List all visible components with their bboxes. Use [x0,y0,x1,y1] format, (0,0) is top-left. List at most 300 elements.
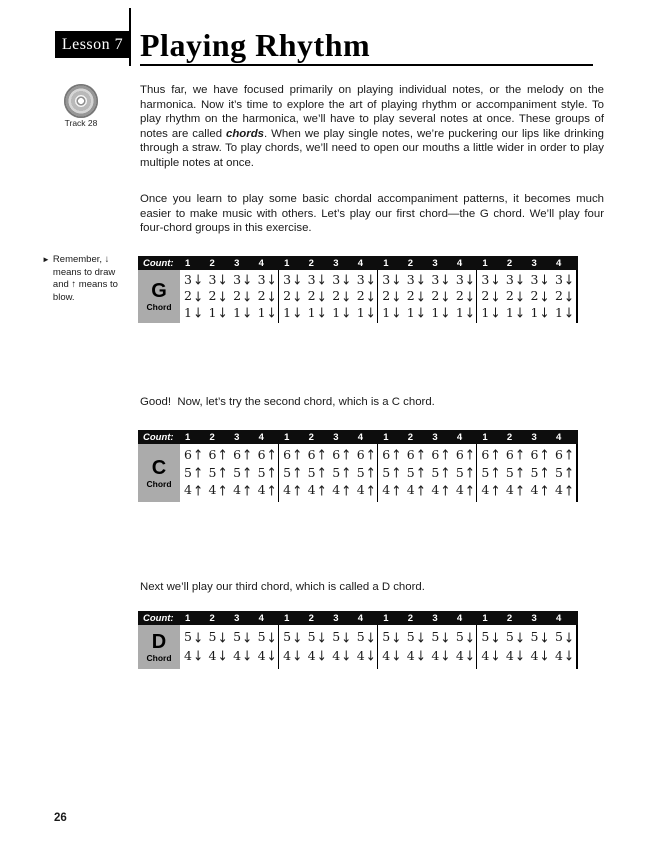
hole-number-with-arrow [555,484,574,497]
hole-number-with-arrow [530,650,549,663]
count-number: 2 [506,257,513,269]
hole-number: 3 [505,271,514,287]
count-header-row [138,256,578,270]
blow-up-arrow-icon: ↑ [192,464,204,482]
title-underline-rule [140,64,593,66]
hole-number-with-arrow [208,464,228,482]
hole-number-with-arrow [283,631,302,644]
draw-down-arrow-icon: ↓ [563,629,574,646]
hole-number-with-arrow [332,650,351,663]
intro-paragraph [140,83,604,171]
count-number: 2 [209,431,215,443]
blow-up-arrow-icon: ↑ [440,447,451,464]
hole-number-with-arrow [357,290,376,303]
draw-down-arrow-icon: ↓ [464,272,475,289]
hole-number-with-arrow [184,449,203,462]
hole-number: 2 [184,288,192,304]
draw-down-arrow-icon: ↓ [391,288,402,305]
blow-up-arrow-icon: ↑ [292,447,303,464]
hole-number: 3 [455,271,464,287]
hole-number: 2 [382,288,391,304]
hole-number-with-arrow [184,304,204,321]
draw-down-arrow-icon: ↓ [464,629,475,646]
hole-number: 5 [356,629,365,645]
chord-word: Chord [146,478,172,489]
draw-down-arrow-icon: ↓ [490,648,501,665]
count-number: 1 [383,431,389,443]
blow-up-arrow-icon: ↑ [490,464,501,482]
hole-number: 4 [554,648,563,664]
hole-number: 5 [382,464,391,480]
draw-down-arrow-icon: ↓ [341,288,352,305]
count-number: 3 [432,257,438,269]
hole-number-with-arrow [356,464,376,482]
cd-track-icon [64,84,98,118]
margin-note-text: Remember, ↓ means to draw and ↑ means to blow. [52,254,118,303]
blow-up-arrow-icon: ↑ [292,464,303,482]
hole-number: 4 [233,648,242,664]
hole-number: 4 [530,482,539,498]
chord-letter: G [151,280,167,302]
draw-down-arrow-icon: ↓ [563,648,574,665]
exercise-d-chord [138,611,578,669]
count-number: 2 [506,612,513,624]
blow-up-arrow-icon: ↑ [415,464,426,482]
beat-chord-cell [452,625,477,669]
hole-number-with-arrow [308,449,327,462]
hole-number: 4 [233,482,242,498]
c-chord-intro-line: Good! Now, let’s try the second chord, which is a C chord. [140,396,435,408]
hole-number-with-arrow [481,304,501,321]
hole-number-with-arrow [530,271,550,289]
hole-number: 4 [382,648,391,664]
hole-number-with-arrow [283,271,303,289]
hole-number-with-arrow [308,290,327,303]
blow-up-arrow-icon: ↑ [440,482,451,499]
hole-number-with-arrow [407,650,426,663]
hole-number: 5 [283,629,292,645]
hole-number: 6 [233,447,242,463]
hole-number: 3 [382,271,391,287]
hole-number: 3 [257,271,266,287]
hole-number-with-arrow [209,449,228,462]
beat-chord-cell [452,270,477,323]
count-header-row [138,430,578,444]
count-number: 1 [185,612,191,624]
hole-number-with-arrow [431,650,450,663]
blow-up-arrow-icon: ↑ [391,447,402,464]
hole-number: 1 [554,304,563,320]
hole-number: 4 [184,482,192,498]
blow-up-arrow-icon: ↑ [365,464,376,482]
hole-number: 5 [505,464,514,480]
count-number: 1 [482,431,488,443]
draw-down-arrow-icon: ↓ [391,304,402,321]
lesson-number-banner [55,31,130,58]
draw-down-arrow-icon: ↓ [266,629,277,646]
hole-number: 5 [382,629,391,645]
hole-number: 5 [481,629,490,645]
hole-number: 2 [283,288,292,304]
hole-number: 3 [356,271,365,287]
blow-up-arrow-icon: ↑ [341,447,352,464]
hole-number-with-arrow [406,464,426,482]
hole-number: 4 [530,648,539,664]
beat-chord-cell [279,625,304,669]
count-number: 1 [185,431,191,443]
draw-down-arrow-icon: ↓ [440,288,451,305]
beat-chord-cell [403,444,428,502]
track-label: Track 28 [64,118,98,128]
hole-number: 2 [332,288,341,304]
count-number: 3 [333,257,339,269]
beat-chord-cell [254,625,279,669]
hole-number-with-arrow [258,290,277,303]
count-number: 3 [531,257,537,269]
hole-number-with-arrow [554,271,574,289]
draw-down-arrow-icon: ↓ [316,304,327,321]
hole-number: 4 [283,648,292,664]
blow-up-arrow-icon: ↑ [341,464,352,482]
draw-down-arrow-icon: ↓ [464,288,475,305]
blow-up-arrow-icon: ↑ [539,482,550,499]
count-number: 2 [407,431,414,443]
hole-number-with-arrow [209,631,228,644]
beat-chord-cell [353,270,378,323]
hole-number: 6 [332,447,341,463]
count-number: 2 [506,431,513,443]
hole-number-with-arrow [307,464,327,482]
draw-down-arrow-icon: ↓ [440,648,451,665]
hole-number-with-arrow [233,304,253,321]
hole-number-with-arrow [382,464,402,482]
hole-number: 2 [356,288,365,304]
hole-number: 5 [554,464,563,480]
beat-chord-cell [254,444,279,502]
draw-down-arrow-icon: ↓ [365,288,376,305]
hole-number: 4 [554,482,563,498]
blow-up-arrow-icon: ↑ [316,464,327,482]
hole-number: 5 [530,464,539,480]
hole-number: 5 [233,629,242,645]
count-number: 2 [209,612,215,624]
final-barline [576,444,579,502]
hole-number-with-arrow [554,464,574,482]
chord-word: Chord [146,652,172,663]
draw-down-arrow-icon: ↓ [440,304,451,321]
hole-number: 5 [505,629,514,645]
hole-number: 2 [530,288,539,304]
intro-emphasis-chords: chords [226,127,264,140]
draw-down-arrow-icon: ↓ [415,272,426,289]
hole-number-with-arrow [481,650,500,663]
hole-number-with-arrow [308,650,327,663]
hole-number: 4 [307,648,316,664]
final-barline [576,625,579,669]
hole-number: 4 [332,482,341,498]
draw-down-arrow-icon: ↓ [242,272,253,289]
blow-up-arrow-icon: ↑ [242,447,253,464]
hole-number: 5 [431,629,440,645]
hole-number-with-arrow [456,449,475,462]
hole-number: 3 [208,271,217,287]
hole-number-with-arrow [382,271,402,289]
header-spacer [576,611,579,625]
beat-chord-cell [205,444,230,502]
hole-number: 4 [406,648,415,664]
hole-number: 4 [431,482,440,498]
draw-down-arrow-icon: ↓ [266,272,277,289]
hole-number-with-arrow [332,484,351,497]
draw-down-arrow-icon: ↓ [490,304,501,321]
beat-chord-cell [304,270,329,323]
blow-up-arrow-icon: ↑ [391,464,402,482]
hole-number: 5 [406,629,415,645]
beat-chord-cell [551,444,576,502]
blow-up-arrow-icon: ↑ [266,447,277,464]
hole-number: 5 [257,629,266,645]
hole-number-with-arrow [184,271,204,289]
blow-up-arrow-icon: ↑ [539,464,550,482]
page-title: Playing Rhythm [140,27,371,63]
draw-down-arrow-icon: ↓ [316,629,327,646]
beat-chord-cell [254,270,279,323]
draw-down-arrow-icon: ↓ [192,304,204,321]
beats [180,444,578,502]
hole-number: 3 [283,271,292,287]
hole-number: 5 [406,464,415,480]
hole-number: 4 [184,648,192,664]
hole-number-with-arrow [233,484,252,497]
draw-down-arrow-icon: ↓ [341,648,352,665]
hole-number: 1 [431,304,440,320]
hole-number-with-arrow [233,650,252,663]
hole-number-with-arrow [307,304,327,321]
hole-number-with-arrow [506,290,525,303]
blow-up-arrow-icon: ↑ [490,482,501,499]
hole-number-with-arrow [356,271,376,289]
draw-down-arrow-icon: ↓ [242,629,253,646]
count-cells [180,611,578,625]
hole-number-with-arrow [431,484,450,497]
blow-up-arrow-icon: ↑ [217,464,228,482]
hole-number: 4 [332,648,341,664]
blow-up-arrow-icon: ↑ [391,482,402,499]
hole-number-with-arrow [382,484,401,497]
exercise-body [138,625,578,669]
hole-number: 4 [307,482,316,498]
blow-up-arrow-icon: ↑ [341,482,352,499]
count-number: 3 [333,612,339,624]
beat-chord-cell [551,625,576,669]
hole-number: 1 [406,304,415,320]
hole-number-with-arrow [530,449,549,462]
hole-number-with-arrow [382,449,401,462]
beat-chord-cell [526,270,551,323]
draw-down-arrow-icon: ↓ [292,648,303,665]
blow-up-arrow-icon: ↑ [316,482,327,499]
beat-chord-cell [304,625,329,669]
hole-number-with-arrow [357,449,376,462]
beat-chord-cell [403,625,428,669]
lesson-label: Lesson 7 [61,35,124,53]
blow-up-arrow-icon: ↑ [514,482,525,499]
hole-number: 5 [455,629,464,645]
hole-number-with-arrow [406,304,426,321]
beat-chord-cell [229,444,254,502]
hole-number-with-arrow [283,290,302,303]
draw-down-arrow-icon: ↓ [464,648,475,665]
header-spacer [576,430,579,444]
beat-chord-cell [477,270,502,323]
beats [180,270,578,323]
hole-number: 3 [184,271,192,287]
hole-number-with-arrow [530,290,549,303]
draw-down-arrow-icon: ↓ [391,648,402,665]
hole-number: 5 [208,464,217,480]
hole-number: 6 [184,447,192,463]
hole-number: 3 [332,271,341,287]
exercise-body [138,444,578,502]
blow-up-arrow-icon: ↑ [415,447,426,464]
hole-number-with-arrow [407,290,426,303]
hole-number-with-arrow [554,304,574,321]
count-number: 4 [258,612,264,624]
draw-down-arrow-icon: ↓ [266,304,277,321]
hole-number-with-arrow [208,271,228,289]
hole-number: 6 [382,447,391,463]
hole-number: 5 [332,464,341,480]
count-number: 1 [284,431,290,443]
hole-number: 1 [530,304,539,320]
exercise-body [138,270,578,323]
hole-number: 6 [257,447,266,463]
hole-number-with-arrow [407,484,426,497]
hole-number: 4 [481,482,490,498]
hole-number-with-arrow [455,271,475,289]
hole-number-with-arrow [382,290,401,303]
hole-number: 2 [406,288,415,304]
hole-number-with-arrow [456,631,475,644]
blow-up-arrow-icon: ↑ [242,482,253,499]
hole-number-with-arrow [431,464,451,482]
beat-chord-cell [378,625,403,669]
draw-down-arrow-icon: ↓ [464,304,475,321]
hole-number-with-arrow [506,484,525,497]
draw-down-arrow-icon: ↓ [490,272,501,289]
hole-number-with-arrow [283,449,302,462]
hole-number: 1 [184,304,192,320]
blow-up-arrow-icon: ↑ [539,447,550,464]
beat-chord-cell [526,444,551,502]
hole-number-with-arrow [530,464,550,482]
hole-number-with-arrow [530,631,549,644]
beat-chord-cell [477,625,502,669]
hole-number-with-arrow [209,484,228,497]
hole-number: 4 [505,648,514,664]
hole-number: 5 [481,464,490,480]
hole-number: 5 [431,464,440,480]
hole-number-with-arrow [257,271,277,289]
hole-number: 6 [356,447,365,463]
hole-number: 1 [233,304,242,320]
beat-chord-cell [427,444,452,502]
hole-number: 6 [283,447,292,463]
blow-up-arrow-icon: ↑ [464,482,475,499]
margin-note [42,254,132,304]
count-number: 1 [383,612,389,624]
hole-number: 1 [307,304,316,320]
draw-down-arrow-icon: ↓ [292,304,303,321]
hole-number: 3 [530,271,539,287]
hole-number-with-arrow [382,631,401,644]
blow-up-arrow-icon: ↑ [563,464,574,482]
hole-number: 5 [233,464,242,480]
count-number: 3 [333,431,339,443]
chord-letter: C [151,456,167,479]
draw-down-arrow-icon: ↓ [415,288,426,305]
hole-number: 5 [530,629,539,645]
draw-down-arrow-icon: ↓ [217,629,228,646]
beat-chord-cell [378,444,403,502]
hole-number: 1 [208,304,217,320]
hole-number-with-arrow [456,484,475,497]
hole-number-with-arrow [258,650,277,663]
hole-number-with-arrow [481,449,500,462]
count-number: 4 [357,257,364,269]
draw-down-arrow-icon: ↓ [391,272,402,289]
hole-number-with-arrow [555,290,574,303]
draw-down-arrow-icon: ↓ [365,648,376,665]
blow-up-arrow-icon: ↑ [440,464,451,482]
count-number: 2 [308,257,314,269]
hole-number-with-arrow [209,290,228,303]
count-cells [180,256,578,270]
hole-number: 4 [208,482,217,498]
hole-number-with-arrow [431,449,450,462]
hole-number-with-arrow [505,304,525,321]
hole-number-with-arrow [308,631,327,644]
blow-up-arrow-icon: ↑ [217,447,228,464]
beat-chord-cell [180,270,205,323]
draw-down-arrow-icon: ↓ [192,629,204,646]
count-number: 4 [555,431,562,443]
draw-down-arrow-icon: ↓ [266,288,277,305]
count-number: 3 [234,257,240,269]
count-number: 4 [456,431,463,443]
count-number: 4 [555,257,562,269]
beat-chord-cell [477,444,502,502]
blow-up-arrow-icon: ↑ [563,482,574,499]
hole-number-with-arrow [431,304,451,321]
blow-up-arrow-icon: ↑ [192,447,204,464]
count-number: 1 [383,257,389,269]
hole-number-with-arrow [357,631,376,644]
draw-down-arrow-icon: ↓ [341,304,352,321]
count-cells [180,430,578,444]
hole-number: 3 [307,271,316,287]
blow-up-arrow-icon: ↑ [464,447,475,464]
hole-number: 3 [481,271,490,287]
chord-label-box [138,444,180,502]
count-number: 4 [258,257,264,269]
draw-down-arrow-icon: ↓ [539,648,550,665]
hole-number-with-arrow [283,464,303,482]
draw-down-arrow-icon: ↓ [514,288,525,305]
beat-chord-cell [279,270,304,323]
count-number: 2 [407,257,414,269]
hole-number-with-arrow [431,631,450,644]
